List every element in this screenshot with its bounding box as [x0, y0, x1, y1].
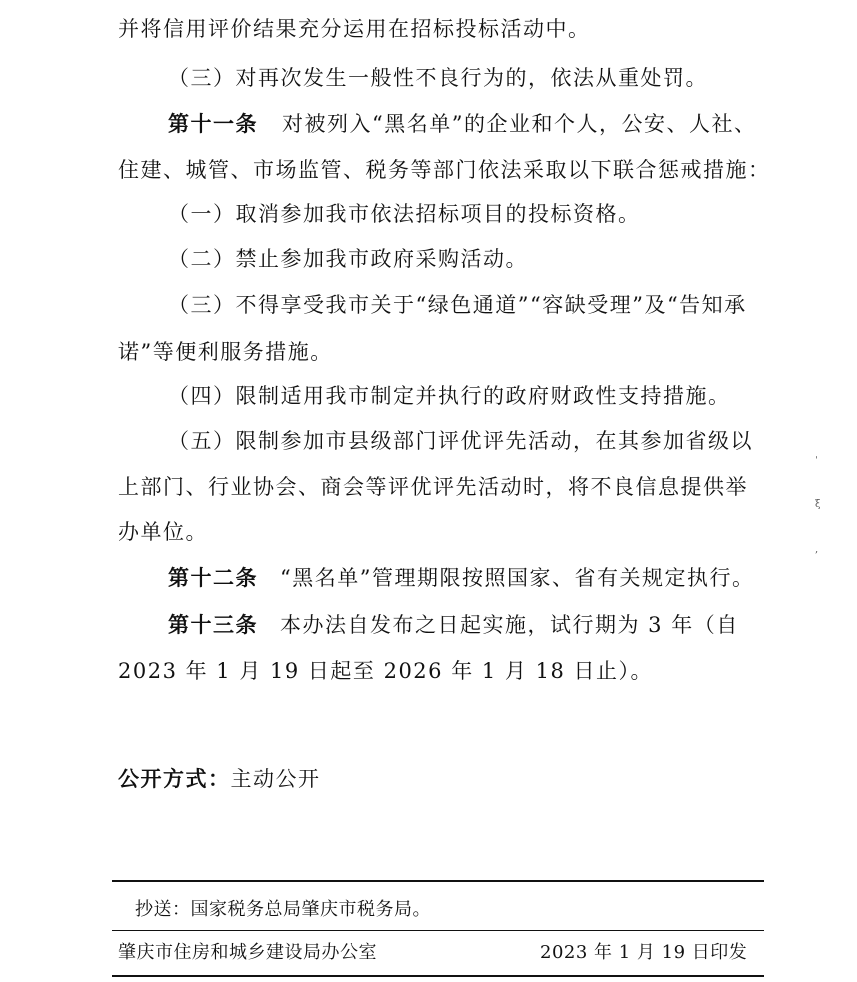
article-label: 第十一条 [168, 111, 258, 136]
article-11 [168, 109, 756, 139]
body-line: 办单位。 [118, 520, 208, 544]
article-13 [168, 610, 739, 640]
issuer: 肇庆市住房和城乡建设局办公室 [118, 942, 377, 963]
list-item: （三）不得享受我市关于“绿色通道”“容缺受理”及“告知承 [168, 293, 747, 317]
body-line: 上部门、行业协会、商会等评优评先活动时，将不良信息提供举 [118, 475, 748, 499]
footer-top-rule [112, 880, 764, 882]
body-line: （三）对再次发生一般性不良行为的，依法从重处罚。 [168, 66, 708, 90]
article-12 [168, 563, 754, 593]
article-label: 第十三条 [168, 612, 258, 637]
article-text: “黑名单”管理期限按照国家、省有关规定执行。 [280, 566, 755, 590]
footer-bottom-rule [112, 975, 764, 977]
disclosure-label: 公开方式： [118, 767, 231, 791]
disclosure-value: 主动公开 [230, 767, 321, 791]
article-label: 第十二条 [168, 565, 258, 590]
disclosure [118, 764, 321, 794]
footer-mid-rule [112, 930, 764, 931]
list-item: （二）禁止参加我市政府采购活动。 [168, 247, 528, 271]
list-item: （五）限制参加市县级部门评优评先活动，在其参加省级以 [168, 429, 753, 453]
list-item: （四）限制适用我市制定并执行的政府财政性支持措施。 [168, 384, 731, 408]
body-line: 住建、城管、市场监管、税务等部门依法采取以下联合惩戒措施： [118, 158, 771, 182]
article-text: 对被列入“黑名单”的企业和个人，公安、人社、 [282, 112, 757, 136]
list-item: （一）取消参加我市依法招标项目的投标资格。 [168, 202, 641, 226]
article-text: 本办法自发布之日起实施，试行期为 3 年（自 [280, 613, 739, 637]
body-line: 诺”等便利服务措施。 [118, 340, 333, 364]
body-line: 2023 年 1 月 19 日起至 2026 年 1 月 18 日止）。 [118, 659, 653, 683]
margin-mark: ξ [815, 499, 821, 510]
margin-mark: , [815, 544, 819, 555]
margin-mark: ˈ [815, 456, 818, 467]
cc-line: 抄送：国家税务总局肇庆市税务局。 [135, 899, 431, 920]
body-line: 并将信用评价结果充分运用在招标投标活动中。 [118, 17, 591, 41]
issue-date: 2023 年 1 月 19 日印发 [540, 942, 748, 963]
